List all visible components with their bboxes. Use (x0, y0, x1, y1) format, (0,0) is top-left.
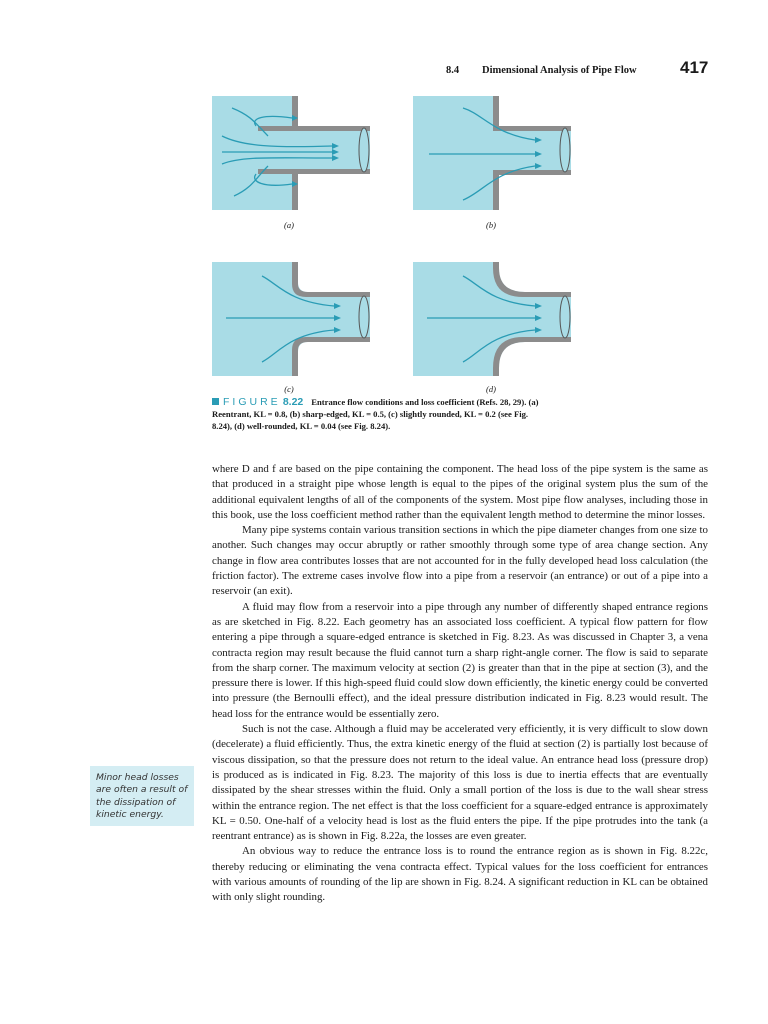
panel-label-d: (d) (486, 384, 496, 394)
sharp-edged-entrance-diagram (413, 96, 571, 210)
caption-square-icon (212, 398, 219, 405)
section-number: 8.4 (446, 65, 460, 76)
figure-panel-c (212, 262, 370, 376)
figure-caption (212, 396, 542, 432)
panel-label-b: (b) (486, 220, 496, 230)
paragraph: Such is not the case. Although a fluid may be accelerated very efficiently, it is very difficult to slow down (decelerate) a fluid efficiently. Thus, the extra kinetic energy of the fluid at section (2) is partially lost because of viscous dissipation, so that the pressure does not return to the ideal value. An entrance head loss (pressure drop) is produced as is indicated in Fig. 8.23. The majority of this loss is due to inertia effects that are eventually dissipated by the shear stresses within the fluid. Only a small portion of the loss is due to the wall shear stress within the entrance region. The net effect is that the loss coefficient for a square-edged entrance is approximately KL = 0.50. One-half of a velocity head is lost as the fluid enters the pipe. If the pipe protrudes into the tank (a reentrant entrance) as is shown in Fig. 8.22a, the losses are even greater. (212, 723, 708, 843)
panel-label-c: (c) (284, 384, 294, 394)
body-text (212, 462, 708, 906)
paragraph: where D and f are based on the pipe containing the component. The head loss of the pipe system is the same as that produced in a straight pipe whose length is equal to the pipes of the original system plus the sum of the additional equivalent lengths of all of the components of the system. Most pipe flow analyses, including those in this book, use the loss coefficient method rather than the equivalent length method to determine the minor losses. (212, 463, 708, 521)
caption-figure-number: 8.22 (282, 396, 304, 408)
running-header (0, 58, 768, 82)
paragraph: A fluid may flow from a reservoir into a pipe through any number of differently shaped entrance regions as are sketched in Fig. 8.22. Each geometry has an associated loss coefficient. A typical flow pattern for flow entering a pipe through a square-edged entrance is sketched in Fig. 8.23. As was discussed in Chapter 3, a vena contracta region may result because the fluid cannot turn a sharp right-angle corner. The flow is said to separate from the sharp corner. The maximum velocity at section (2) is greater than that in the pipe at section (3), and the pressure there is lower. If this high-speed fluid could slow down efficiently, the kinetic energy could be converted into pressure (the Bernoulli effect), and the ideal pressure distribution indicated in Fig. 8.23 would result. The head loss for the entrance would be essentially zero. (212, 600, 708, 720)
paragraph: An obvious way to reduce the entrance loss is to round the entrance region as is shown in Fig. 8.22c, thereby reducing or eliminating the vena contracta effect. Typical values for the loss coefficient for entrances with various amounts of rounding of the lip are shown in Fig. 8.24. A significant reduction in KL can be obtained with only slight rounding. (212, 845, 708, 904)
figure-panel-a (212, 96, 370, 210)
reentrant-entrance-diagram (212, 96, 370, 210)
caption-figure-word: FIGURE (223, 396, 281, 408)
paragraph: Many pipe systems contain various transition sections in which the pipe diameter changes from one size to another. Such changes may occur abruptly or rather smoothly through some type of area change section. Any change in flow area contributes losses that are not accounted for in the fully developed head loss calculation (the friction factor). The extreme cases involve flow into a pipe from a reservoir (an entrance) or out of a pipe into a reservoir (an exit). (212, 524, 708, 598)
figure-panel-d (413, 262, 571, 376)
slightly-rounded-entrance-diagram (212, 262, 370, 376)
section-title: Dimensional Analysis of Pipe Flow (482, 65, 637, 76)
figure-panel-b (413, 96, 571, 210)
page-number: 417 (680, 58, 709, 77)
panel-label-a: (a) (284, 220, 294, 230)
margin-note: Minor head losses are often a result of the dissipation of kinetic energy. (90, 766, 194, 826)
well-rounded-entrance-diagram (413, 262, 571, 376)
caption-text: (Refs. 28, 29). (a) Reentrant, KL = 0.8, (b) sharp-edged, KL = 0.5, (c) slightly rounded, KL = 0.2 (see Fig. 8.24), (d) well-rounded, KL = 0.04 (see Fig. 8.24). (212, 397, 539, 431)
caption-title: Entrance flow conditions and loss coefficient (311, 397, 475, 407)
